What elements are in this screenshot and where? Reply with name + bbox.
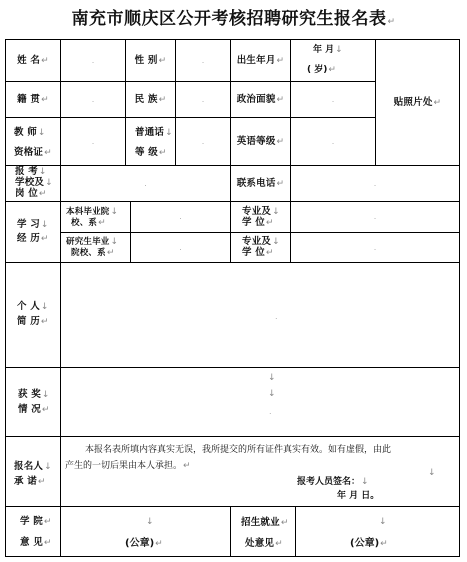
apply-position-value[interactable]: . [144,178,147,188]
teacher-cert-value[interactable]: . [91,136,95,146]
school-seal: (公章)↵ [125,538,163,549]
mandarin-label: 普通话↓ 等 级↵ [135,127,173,158]
school-opinion-value[interactable]: ↓ (公章)↵ [125,517,163,549]
name-label: 姓 名 ↵ [17,54,49,66]
form-title-text: 南充市顺庆区公开考核招聘研究生报名表 [71,9,387,29]
undergrad-major-value[interactable]: . [373,212,377,221]
undergrad-school-label: 本科毕业院↓ 校、系↵ [66,207,119,228]
employment-seal: (公章)↵ [350,538,388,549]
commitment-label: 报名人↓ 承 诺↵ [14,461,52,487]
employment-opinion-value[interactable]: ↓ (公章)↵ [350,517,388,549]
teacher-cert-label: 教 师↓ 资格证↵ [14,127,52,158]
phone-label: 联系电话 ↵ [236,177,285,189]
birth-year-month: 年 月↓ [313,45,343,55]
resume-label: 个 人↓ 简 历↵ [17,301,49,327]
birth-age: ( 岁)↵ [307,65,336,75]
ethnicity-label: 民 族 ↵ [134,93,167,105]
awards-value[interactable]: ↓ ↓ . [268,373,276,416]
signer-label[interactable]: 报考人员签名：↓ [297,477,369,487]
declaration-line-1: 本报名表所填内容真实无误，我所提交的所有证件真实有效。如有虚假，由此 [85,445,392,455]
grad-school-value[interactable]: . [179,242,182,252]
table-border-right [459,39,460,557]
undergrad-school-value[interactable]: . [179,212,182,221]
signature-date: 年 月 日。 [337,491,380,501]
grad-school-label: 研究生毕业↓ 院校、系↵ [66,237,119,258]
mandarin-value[interactable]: . [201,136,205,146]
commitment-content [61,437,459,506]
declaration-line-2: 产生的一切后果由本人承担。↵ [65,461,191,471]
undergrad-major-label: 专业及↓ 学 位↵ [242,206,280,228]
phone-value[interactable]: . [373,178,377,188]
employment-opinion-label: 招生就业↵ 处意见↵ [241,517,289,549]
birth-label: 出生年月 ↵ [236,54,285,66]
study-history-label: 学 习↓ 经 历↵ [17,219,49,244]
school-opinion-label: 学 院↵ 意 见↵ [20,516,52,548]
ethnicity-value[interactable]: . [201,94,205,104]
name-value[interactable]: . [91,55,95,65]
birth-value[interactable] [291,40,375,81]
politics-label: 政治面貌 ↵ [236,93,285,105]
declaration-arrow: ↓ [428,468,436,478]
grad-major-label: 专业及↓ 学 位↵ [242,236,280,258]
photo-placeholder[interactable]: 贴照片处 ↵ [393,96,442,108]
resume-value[interactable]: . [275,312,278,321]
english-value[interactable]: . [331,136,335,146]
politics-value[interactable]: . [331,94,335,104]
apply-position-label: 报 考↓ 学校及↓ 岗 位↵ [15,166,53,199]
origin-value[interactable]: . [91,94,95,104]
paragraph-mark-icon: ↵ [387,17,396,27]
english-label: 英语等级 ↵ [236,135,285,147]
gender-value[interactable]: . [201,55,205,65]
gender-label: 性 别 ↵ [134,54,167,66]
grad-major-value[interactable]: . [373,242,377,252]
awards-label: 获 奖↓ 情 况↵ [18,389,50,415]
table-border-bottom [5,556,460,557]
origin-label: 籍 贯 ↵ [17,93,49,105]
